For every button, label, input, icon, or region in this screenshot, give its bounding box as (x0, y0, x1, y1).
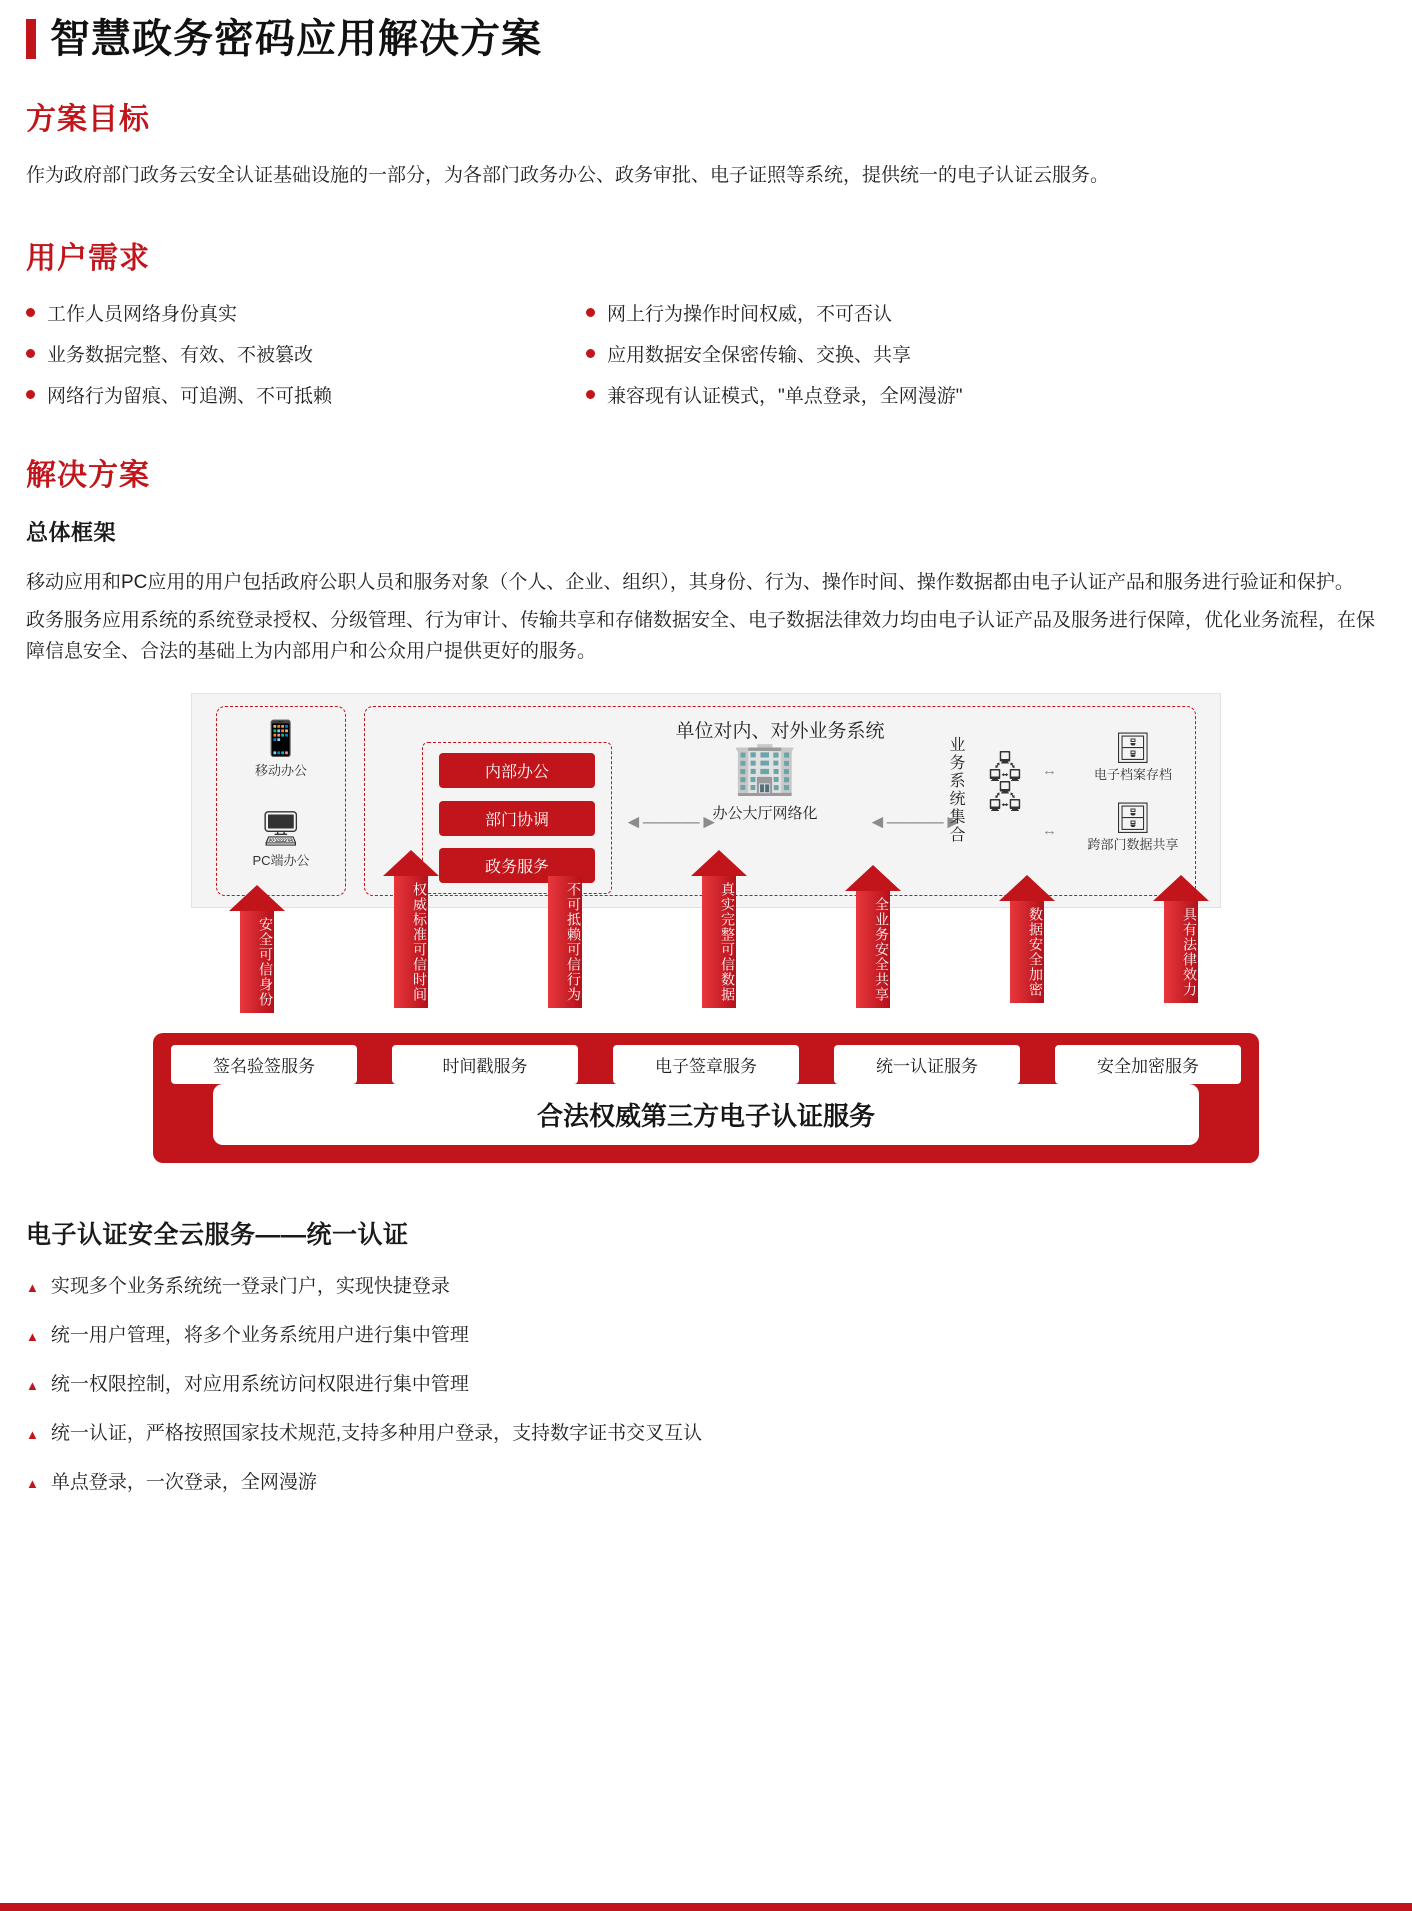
list-item-label: 统一权限控制，对应用系统访问权限进行集中管理 (50, 1374, 469, 1396)
arrow-up-icon (383, 850, 439, 876)
arrow-up-icon (537, 850, 593, 876)
endpoint-pc (226, 812, 336, 869)
arrow-left-right-icon: ◄———► (868, 812, 963, 834)
endpoint-mobile (226, 722, 336, 779)
bullet-dot-icon (586, 390, 595, 399)
value-arrow-2 (383, 850, 439, 1035)
value-arrow-1-label: 安全可信身份 (240, 911, 274, 1013)
server-rack-icon: 🖧 (988, 782, 1022, 816)
title-accent-bar (26, 19, 36, 59)
value-arrow-5-label: 全业务安全共享 (856, 891, 890, 1008)
platform-panel (153, 1033, 1259, 1163)
cloud-feature-list (26, 1271, 1386, 1494)
arrow-up-icon (845, 865, 901, 891)
bullet-dot-icon (26, 390, 35, 399)
list-item (586, 381, 1386, 408)
value-arrow-7 (1153, 875, 1209, 1035)
list-item (26, 381, 586, 408)
solution-paragraph-1: 移动应用和PC应用的用户包括政府公职人员和服务对象（个人、企业、组织），其身份、行为、操作时间、操作数据都由电子认证产品和服务进行验证和保护。 (26, 572, 1354, 594)
arrow-up-icon (999, 875, 1055, 901)
bullet-dot-icon (586, 349, 595, 358)
section-cloud (26, 1215, 1386, 1494)
mobile-device-icon: 📱 (259, 720, 303, 759)
center-caption: 办公大厅网络化 (712, 805, 818, 823)
needs-list (26, 299, 1386, 408)
server-rack-icon: 🖧 (988, 752, 1022, 786)
value-arrow-6-label: 数据安全加密 (1010, 901, 1044, 1003)
arrow-left-right-icon: ↔ (1042, 822, 1057, 840)
government-building-icon: 🏢 (732, 739, 798, 798)
list-item-label: 网络行为留痕、可追溯、不可抵赖 (47, 386, 333, 408)
list-item (26, 1467, 1386, 1494)
value-arrow-3-label: 不可抵赖可信行为 (548, 876, 582, 1008)
service-eseal: 电子签章服务 (613, 1045, 799, 1084)
server-rack-icon: 🗄 (1113, 802, 1153, 836)
list-item-label: 业务数据完整、有效、不被篡改 (47, 345, 314, 367)
arrow-up-icon (691, 850, 747, 876)
list-item (586, 340, 1386, 367)
business-systems-title: 单位对内、对外业务系统 (675, 721, 885, 743)
server-sharing-label: 跨部门数据共享 (1087, 837, 1179, 853)
bullet-dot-icon (26, 308, 35, 317)
section-goal-paragraph: 作为政府部门政务云安全认证基础设施的一部分，为各部门政务办公、政务审批、电子证照等系统，提供统一的电子认证云服务。 (26, 165, 1110, 186)
page-title (26, 18, 1386, 60)
cluster-label: 业务系统集合 (947, 736, 964, 845)
endpoint-pc-label: PC端办公 (252, 853, 310, 869)
list-item-label: 单点登录，一次登录，全网漫游 (50, 1472, 317, 1494)
center-illustration (660, 739, 870, 823)
triangle-bullet-icon: ▲ (26, 1427, 39, 1443)
value-arrow-2-label: 权威标准可信时间 (394, 876, 428, 1008)
server-rack-icon: 🗄 (1113, 732, 1153, 766)
bullet-dot-icon (586, 308, 595, 317)
server-archive (1068, 734, 1198, 783)
section-cloud-heading: 电子认证安全云服务——统一认证 (26, 1221, 409, 1250)
section-needs (26, 233, 1386, 408)
list-item (26, 299, 586, 326)
list-item-label: 网上行为操作时间权威，不可否认 (607, 304, 893, 326)
triangle-bullet-icon: ▲ (26, 1476, 39, 1492)
list-item-label: 应用数据安全保密传输、交换、共享 (607, 345, 912, 367)
value-arrow-3 (537, 850, 593, 1035)
service-timestamp: 时间戳服务 (392, 1045, 578, 1084)
arrow-left-right-icon: ◄———► (624, 812, 719, 834)
triangle-bullet-icon: ▲ (26, 1329, 39, 1345)
section-solution-heading: 解决方案 (26, 459, 150, 493)
value-arrow-7-label: 具有法律效力 (1164, 901, 1198, 1003)
triangle-bullet-icon: ▲ (26, 1280, 39, 1296)
endpoint-mobile-label: 移动办公 (254, 763, 307, 779)
page-footer-bar (0, 1903, 1412, 1911)
solution-paragraph-2: 政务服务应用系统的系统登录授权、分级管理、行为审计、传输共享和存储数据安全、电子数据法律效力均由电子认证产品及服务进行保障，优化业务流程，在保障信息安全、合法的基础上为内部用户和公众用户提供更好的服务。 (26, 609, 1376, 663)
bullet-dot-icon (26, 349, 35, 358)
platform-label: 合法权威第三方电子认证服务 (213, 1084, 1199, 1145)
arrow-left-right-icon: ↔ (1042, 762, 1057, 780)
list-item-label: 工作人员网络身份真实 (47, 304, 238, 326)
desktop-computer-icon: 🖥 (259, 810, 303, 849)
value-arrow-4 (691, 850, 747, 1035)
section-goal-heading: 方案目标 (26, 103, 150, 136)
list-item (26, 1418, 1386, 1445)
title-text: 智慧政务密码应用解决方案 (50, 17, 542, 61)
list-item-label: 统一用户管理，将多个业务系统用户进行集中管理 (50, 1325, 469, 1347)
cluster-servers (970, 754, 1040, 814)
list-item-label: 实现多个业务系统统一登录门户，实现快捷登录 (50, 1276, 450, 1298)
value-arrow-4-label: 真实完整可信数据 (702, 876, 736, 1008)
list-item (26, 1271, 1386, 1298)
list-item (26, 1369, 1386, 1396)
value-arrow-5 (845, 865, 901, 1035)
list-item-label: 统一认证，严格按照国家技术规范,支持多种用户登录，支持数字证书交叉互认 (50, 1423, 703, 1445)
inner-item-gov-service: 政务服务 (439, 848, 595, 883)
inner-item-coordination: 部门协调 (439, 801, 595, 836)
value-arrow-6 (999, 875, 1055, 1035)
section-solution-subheading: 总体框架 (26, 520, 117, 546)
server-sharing (1068, 804, 1198, 853)
arrow-up-icon (1153, 875, 1209, 901)
section-solution (26, 450, 1386, 1163)
arrow-up-icon (229, 885, 285, 911)
list-item (26, 1320, 1386, 1347)
value-arrow-1 (229, 885, 285, 1035)
inner-item-internal: 内部办公 (439, 753, 595, 788)
server-archive-label: 电子档案存档 (1093, 767, 1172, 783)
service-encryption: 安全加密服务 (1055, 1045, 1241, 1084)
section-goal (26, 94, 1386, 191)
list-item-label: 兼容现有认证模式，"单点登录，全网漫游" (607, 386, 963, 408)
triangle-bullet-icon: ▲ (26, 1378, 39, 1394)
service-signature: 签名验签服务 (171, 1045, 357, 1084)
list-item (586, 299, 1386, 326)
service-row (171, 1045, 1241, 1084)
service-unified-auth: 统一认证服务 (834, 1045, 1020, 1084)
architecture-diagram (81, 693, 1331, 1163)
list-item (26, 340, 586, 367)
section-needs-heading: 用户需求 (26, 242, 150, 276)
